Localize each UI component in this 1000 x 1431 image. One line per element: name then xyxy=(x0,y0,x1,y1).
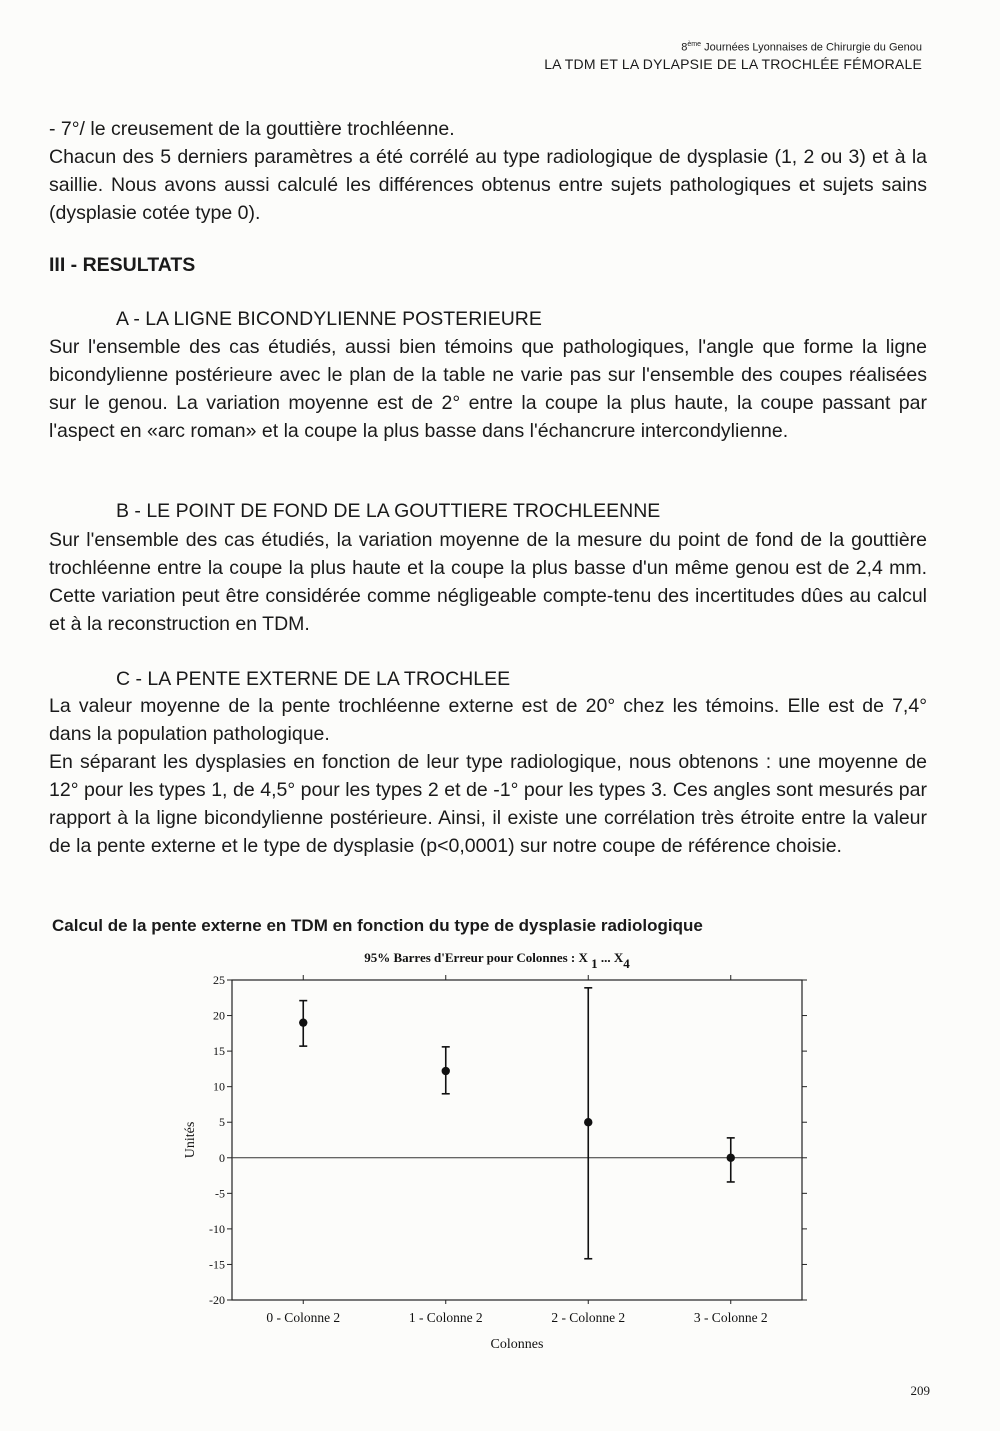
running-header xyxy=(544,38,922,73)
error-bar-chart xyxy=(170,944,850,1354)
y-tick-label: -15 xyxy=(209,1257,225,1272)
conference-name: 8ème Journées Lyonnaises de Chirurgie du Genou xyxy=(681,41,922,54)
y-tick-label: -10 xyxy=(209,1221,225,1236)
section-title: III - RESULTATS xyxy=(49,254,196,276)
subsection-b-title: B - LE POINT DE FOND DE LA GOUTTIERE TROCHLEENNE xyxy=(116,500,661,522)
y-axis-label: Unités xyxy=(183,1121,198,1159)
subsection-a-text: Sur l'ensemble des cas étudiés, aussi bien témoins que pathologiques, l'angle que forme la ligne bicondylienne postérieure avec le plan de la table ne varie pas sur l'ensemble des coupes réalisées sur le genou. La variation moyenne est de 2° entre la coupe la plus haute, la coupe passant par l'aspect en «arc roman» et la coupe la plus basse dans l'échancrure intercondylienne. xyxy=(49,336,927,442)
y-tick-label: -20 xyxy=(209,1293,225,1307)
x-tick-label: 1 - Colonne 2 xyxy=(408,1310,483,1325)
y-tick-label: 25 xyxy=(213,973,225,987)
chart-heading: Calcul de la pente externe en TDM en fonction du type de dysplasie radiologique xyxy=(52,916,703,935)
mean-point xyxy=(299,1018,307,1026)
intro-paragraph: Chacun des 5 derniers paramètres a été corrélé au type radiologique de dysplasie (1, 2 ou 3) et à la saillie. Nous avons aussi calculé les différences obtenus entre sujets pathologiques et sujets sains (dysplasie cotée type 0). xyxy=(49,146,927,224)
y-tick-label: 15 xyxy=(213,1044,225,1059)
mean-point xyxy=(727,1154,735,1162)
subsection-a-title: A - LA LIGNE BICONDYLIENNE POSTERIEURE xyxy=(116,308,542,330)
x-tick-label: 2 - Colonne 2 xyxy=(551,1310,626,1325)
plot-frame xyxy=(232,980,802,1300)
subsection-c-paragraph-1: La valeur moyenne de la pente trochléenne externe est de 20° chez les témoins. Elle est de 7,4° dans la population pathologique. xyxy=(49,695,927,745)
x-tick-label: 3 - Colonne 2 xyxy=(693,1310,768,1325)
x-axis-label: Colonnes xyxy=(490,1337,544,1352)
chart-title: 95% Barres d'Erreur pour Colonnes : X 1 ... X4 xyxy=(364,950,630,971)
mean-point xyxy=(442,1067,450,1075)
mean-point xyxy=(584,1118,592,1126)
y-tick-label: 10 xyxy=(213,1079,225,1094)
list-item-7: - 7°/ le creusement de la gouttière trochléenne. xyxy=(49,118,455,140)
y-tick-label: 0 xyxy=(219,1150,225,1165)
running-title: LA TDM ET LA DYLAPSIE DE LA TROCHLÉE FÉMORALE xyxy=(544,55,922,72)
chart-svg xyxy=(170,944,850,1354)
intro-block xyxy=(49,115,927,227)
y-tick-label: 5 xyxy=(219,1115,225,1130)
subsection-c-text xyxy=(49,692,927,860)
x-tick-label: 0 - Colonne 2 xyxy=(266,1310,341,1325)
subsection-c-title: C - LA PENTE EXTERNE DE LA TROCHLEE xyxy=(116,668,511,690)
subsection-b-text: Sur l'ensemble des cas étudiés, la variation moyenne de la mesure du point de fond de la gouttière trochléenne entre la coupe la plus haute et la coupe la plus basse d'un même genou est de 2,4 mm. Cette variation peut être considérée comme négligeable compte-tenu des incertitudes dûes au calcul et à la reconstruction en TDM. xyxy=(49,529,927,635)
page-number: 209 xyxy=(910,1383,930,1398)
subsection-c-paragraph-2: En séparant les dysplasies en fonction de leur type radiologique, nous obtenons : une moyenne de 12° pour les types 1, de 4,5° pour les types 2 et de -1° pour les types 3. Ces angles sont mesurés par rapport à la ligne bicondylienne postérieure. Ainsi, il existe une corrélation très étroite entre la valeur de la pente externe et le type de dysplasie (p<0,0001) sur notre coupe de référence choisie. xyxy=(49,751,927,857)
y-tick-label: -5 xyxy=(215,1186,225,1201)
y-tick-label: 20 xyxy=(213,1008,225,1023)
